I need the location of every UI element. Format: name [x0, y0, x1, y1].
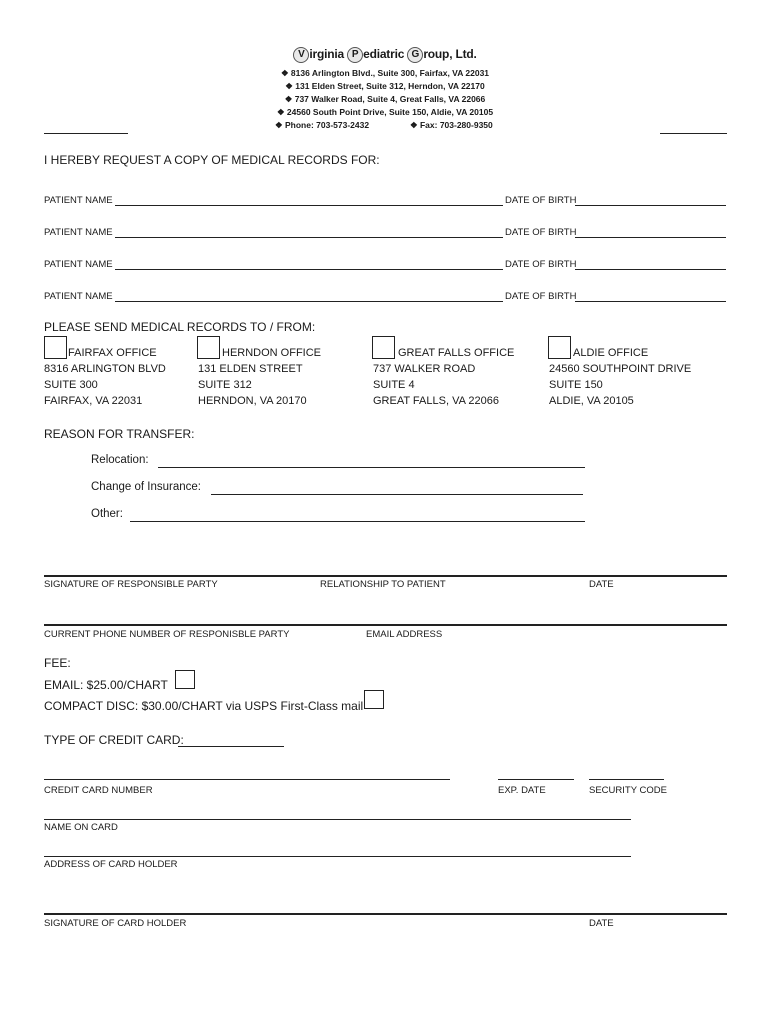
patient-name-line[interactable]	[115, 269, 503, 270]
address-line-2: ❖ 131 Elden Street, Suite 312, Herndon, VA 22170	[285, 81, 485, 91]
fax-number: ❖ Fax: 703-280-9350	[410, 120, 493, 130]
fairfax-office-suite: SUITE 300	[44, 379, 98, 391]
compact-disc-fee-label: COMPACT DISC: $30.00/CHART via USPS First-Class mail	[44, 699, 364, 713]
email-address-label: EMAIL ADDRESS	[366, 629, 443, 640]
date-of-birth-label: DATE OF BIRTH	[505, 291, 577, 302]
other-label: Other:	[91, 508, 123, 520]
herndon-office-name: HERNDON OFFICE	[222, 347, 321, 359]
other-line[interactable]	[130, 521, 585, 522]
patient-name-line[interactable]	[115, 301, 503, 302]
exp-date-line[interactable]	[498, 779, 574, 780]
phone-number: ❖ Phone: 703-573-2432	[275, 120, 370, 130]
card-holder-address-line[interactable]	[44, 856, 631, 857]
fairfax-office-city: FAIRFAX, VA 22031	[44, 395, 143, 407]
security-code-label: SECURITY CODE	[589, 785, 667, 796]
logo-word-1: irginia	[309, 47, 344, 62]
fairfax-office-name: FAIRFAX OFFICE	[68, 347, 157, 359]
credit-card-number-line[interactable]	[44, 779, 450, 780]
great-falls-office-checkbox[interactable]	[372, 336, 395, 359]
fee-heading: FEE:	[44, 656, 71, 670]
card-holder-date-label: DATE	[589, 918, 614, 929]
card-holder-signature-line[interactable]	[44, 913, 727, 915]
header-rule-right	[660, 133, 727, 134]
logo-word-3: roup, Ltd.	[423, 47, 477, 62]
logo-initial-p: P	[347, 47, 363, 63]
practice-logo	[0, 47, 770, 63]
logo-word-2: ediatric	[363, 47, 405, 62]
date-of-birth-label: DATE OF BIRTH	[505, 195, 577, 206]
herndon-office-checkbox[interactable]	[197, 336, 220, 359]
great-falls-office-name: GREAT FALLS OFFICE	[398, 347, 515, 359]
send-records-heading: PLEASE SEND MEDICAL RECORDS TO / FROM:	[44, 320, 316, 334]
patient-name-label: PATIENT NAME	[44, 259, 113, 270]
date-of-birth-line[interactable]	[575, 301, 726, 302]
card-holder-signature-label: SIGNATURE OF CARD HOLDER	[44, 918, 187, 929]
herndon-office-city: HERNDON, VA 20170	[198, 395, 307, 407]
fairfax-office-street: 8316 ARLINGTON BLVD	[44, 363, 166, 375]
relocation-line[interactable]	[158, 467, 585, 468]
address-line-4: ❖ 24560 South Point Drive, Suite 150, Aldie, VA 20105	[276, 107, 494, 117]
header-rule-left	[44, 133, 128, 134]
reason-heading: REASON FOR TRANSFER:	[44, 427, 195, 441]
email-fee-checkbox[interactable]	[175, 670, 195, 689]
aldie-office-checkbox[interactable]	[548, 336, 571, 359]
signature-label: SIGNATURE OF RESPONSIBLE PARTY	[44, 579, 218, 590]
address-line-1: ❖ 8136 Arlington Blvd., Suite 300, Fairfax, VA 22031	[280, 68, 490, 78]
relationship-label: RELATIONSHIP TO PATIENT	[320, 579, 446, 590]
change-of-insurance-line[interactable]	[211, 494, 583, 495]
exp-date-label: EXP. DATE	[498, 785, 546, 796]
date-of-birth-label: DATE OF BIRTH	[505, 259, 577, 270]
patient-name-line[interactable]	[115, 237, 503, 238]
logo-initial-v: V	[293, 47, 309, 63]
security-code-line[interactable]	[589, 779, 664, 780]
fairfax-office-checkbox[interactable]	[44, 336, 67, 359]
request-heading: I HEREBY REQUEST A COPY OF MEDICAL RECORDS FOR:	[44, 153, 380, 167]
relocation-label: Relocation:	[91, 454, 149, 466]
date-of-birth-label: DATE OF BIRTH	[505, 227, 577, 238]
date-of-birth-line[interactable]	[575, 269, 726, 270]
credit-card-type-label: TYPE OF CREDIT CARD:	[44, 733, 184, 747]
date-of-birth-line[interactable]	[575, 205, 726, 206]
phone-email-line[interactable]	[44, 624, 727, 626]
name-on-card-line[interactable]	[44, 819, 631, 820]
address-line-3: ❖ 737 Walker Road, Suite 4, Great Falls, VA 22066	[284, 94, 486, 104]
responsible-phone-label: CURRENT PHONE NUMBER OF RESPONISBLE PARTY	[44, 629, 290, 640]
patient-name-label: PATIENT NAME	[44, 291, 113, 302]
patient-name-label: PATIENT NAME	[44, 195, 113, 206]
aldie-office-name: ALDIE OFFICE	[573, 347, 649, 359]
herndon-office-street: 131 ELDEN STREET	[198, 363, 303, 375]
patient-name-line[interactable]	[115, 205, 503, 206]
aldie-office-city: ALDIE, VA 20105	[549, 395, 634, 407]
compact-disc-fee-checkbox[interactable]	[364, 690, 384, 709]
date-of-birth-line[interactable]	[575, 237, 726, 238]
aldie-office-street: 24560 SOUTHPOINT DRIVE	[549, 363, 692, 375]
signature-date-label: DATE	[589, 579, 614, 590]
great-falls-office-street: 737 WALKER ROAD	[373, 363, 476, 375]
great-falls-office-suite: SUITE 4	[373, 379, 415, 391]
change-of-insurance-label: Change of Insurance:	[91, 481, 201, 493]
great-falls-office-city: GREAT FALLS, VA 22066	[373, 395, 499, 407]
logo-initial-g: G	[407, 47, 423, 63]
signature-line[interactable]	[44, 575, 727, 577]
credit-card-type-line[interactable]	[178, 746, 284, 747]
email-fee-label: EMAIL: $25.00/CHART	[44, 678, 168, 692]
aldie-office-suite: SUITE 150	[549, 379, 603, 391]
patient-name-label: PATIENT NAME	[44, 227, 113, 238]
herndon-office-suite: SUITE 312	[198, 379, 252, 391]
card-holder-address-label: ADDRESS OF CARD HOLDER	[44, 859, 178, 870]
credit-card-number-label: CREDIT CARD NUMBER	[44, 785, 153, 796]
name-on-card-label: NAME ON CARD	[44, 822, 118, 833]
